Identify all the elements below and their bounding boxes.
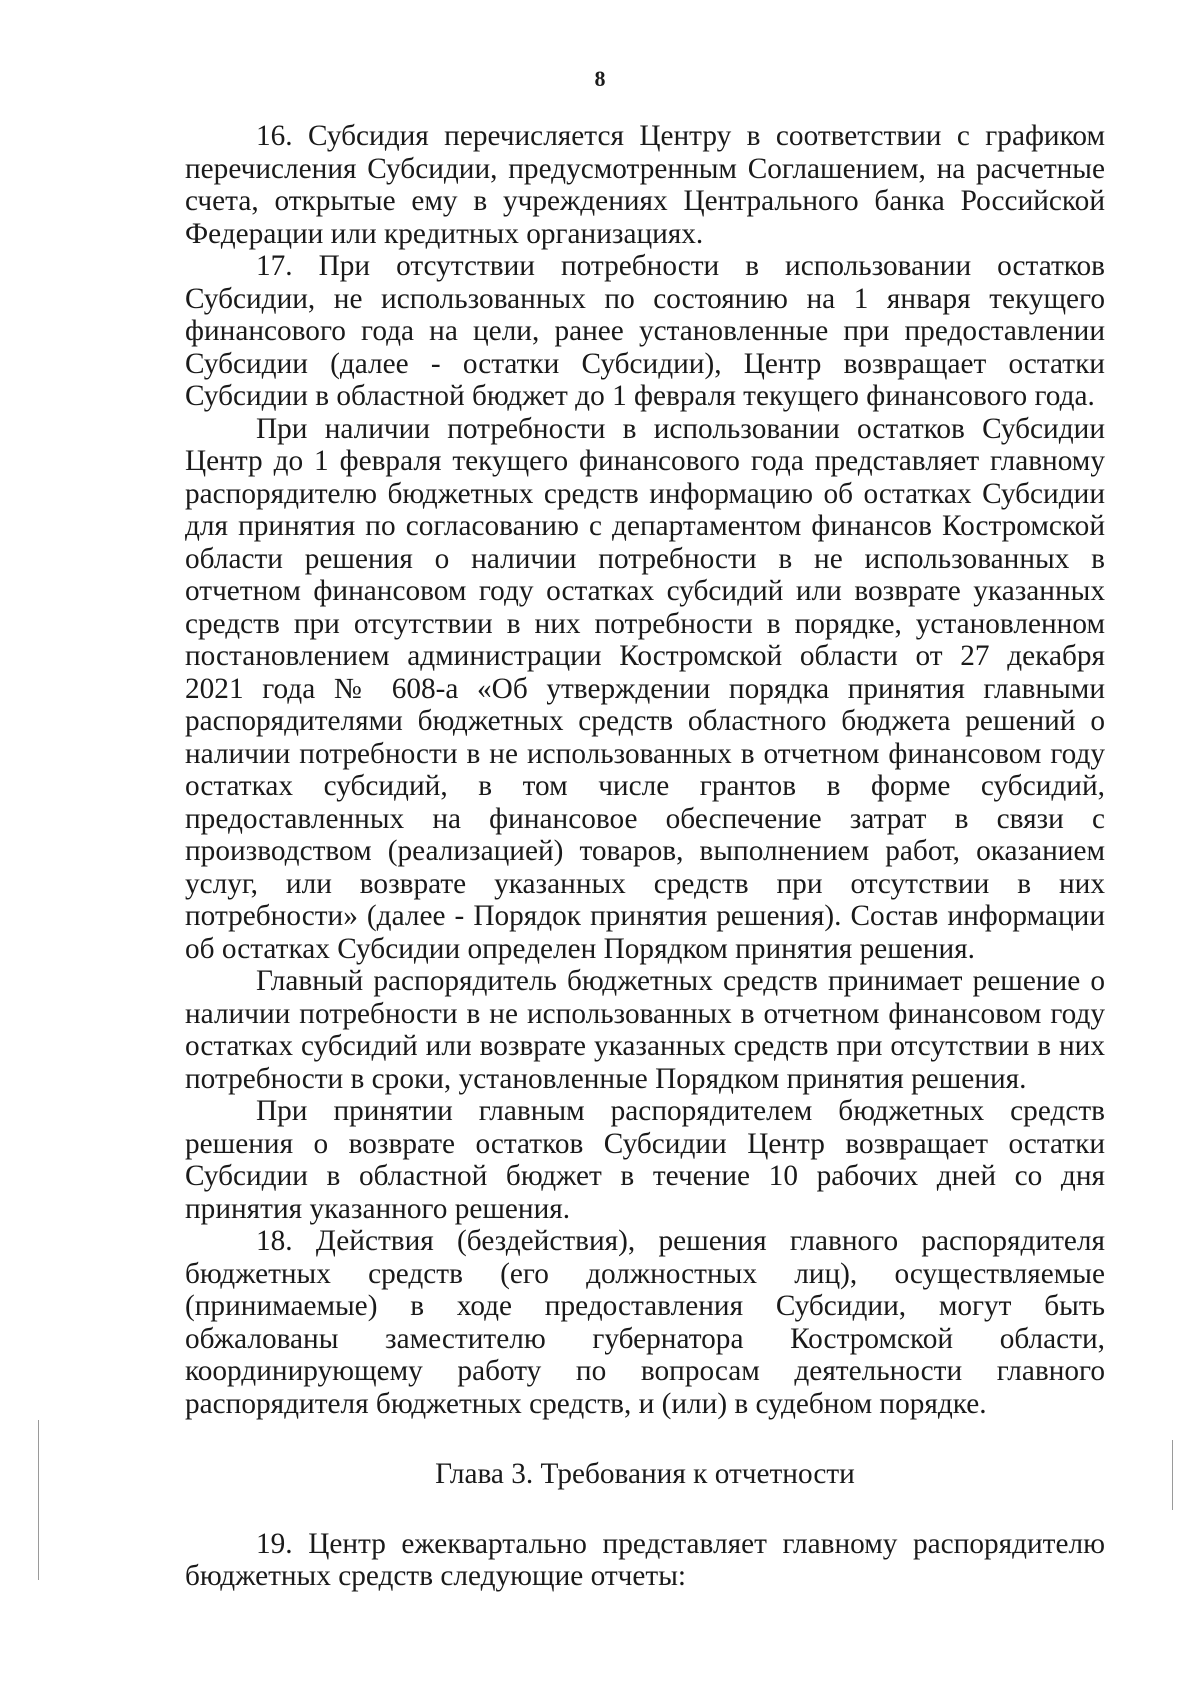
document-body [185,120,1105,1593]
scan-edge-right [1172,1440,1173,1510]
paragraph-17-decision: Главный распорядитель бюджетных средств принимает решение о наличии потребности в не использованных в отчетном финансовом году остатках субсидий или возврате указанных средств при отсутствии в них потребности в сроки, установленные Порядком принятия решения. [185,965,1105,1095]
paragraph-17: 17. При отсутствии потребности в использовании остатков Субсидии, не использованных по состоянию на 1 января текущего финансового года на цели, ранее установленные при предоставлении Субсидии (далее - остатки Субсидии), Центр возвращает остатки Субсидии в областной бюджет до 1 февраля текущего финансового года. [185,250,1105,412]
paragraph-17-return: При принятии главным распорядителем бюджетных средств решения о возврате остатков Субсидии Центр возвращает остатки Субсидии в областной бюджет в течение 10 рабочих дней со дня принятия указанного решения. [185,1095,1105,1225]
paragraph-18: 18. Действия (бездействия), решения главного распорядителя бюджетных средств (его должностных лиц), осуществляемые (принимаемые) в ходе предоставления Субсидии, могут быть обжалованы заместителю губернатора Костромской области, координирующему работу по вопросам деятельности главного распорядителя бюджетных средств, и (или) в судебном порядке. [185,1225,1105,1420]
page-number: 8 [594,66,606,91]
scan-edge-left [38,1420,39,1580]
chapter-heading: Глава 3. Требования к отчетности [435,1458,855,1490]
paragraph-19: 19. Центр ежеквартально представляет главному распорядителю бюджетных средств следующие отчеты: [185,1527,1105,1592]
paragraph-17-need: При наличии потребности в использовании остатков Субсидии Центр до 1 февраля текущего финансового года представляет главному распорядителю бюджетных средств информацию об остатках Субсидии для принятия по согласованию с департаментом финансов Костромской области решения о наличии потребности в не использованных в отчетном финансовом году остатках субсидий или возврате указанных средств при отсутствии в них потребности в порядке, установленном постановлением администрации Костромской области от 27 декабря 2021 года № 608-а «Об утверждении порядка принятия главными распорядителями бюджетных средств областного бюджета решений о наличии потребности в не использованных в отчетном финансовом году остатках субсидий, в том числе грантов в форме субсидий, предоставленных на финансовое обеспечение затрат в связи с производством (реализацией) товаров, выполнением работ, оказанием услуг, или возврате указанных средств при отсутствии в них потребности» (далее - Порядок принятия решения). Состав информации об остатках Субсидии определен Порядком принятия решения. [185,412,1105,965]
paragraph-16: 16. Субсидия перечисляется Центру в соответствии с графиком перечисления Субсидии, предусмотренным Соглашением, на расчетные счета, открытые ему в учреждениях Центрального банка Российской Федерации или кредитных организациях. [185,120,1105,250]
